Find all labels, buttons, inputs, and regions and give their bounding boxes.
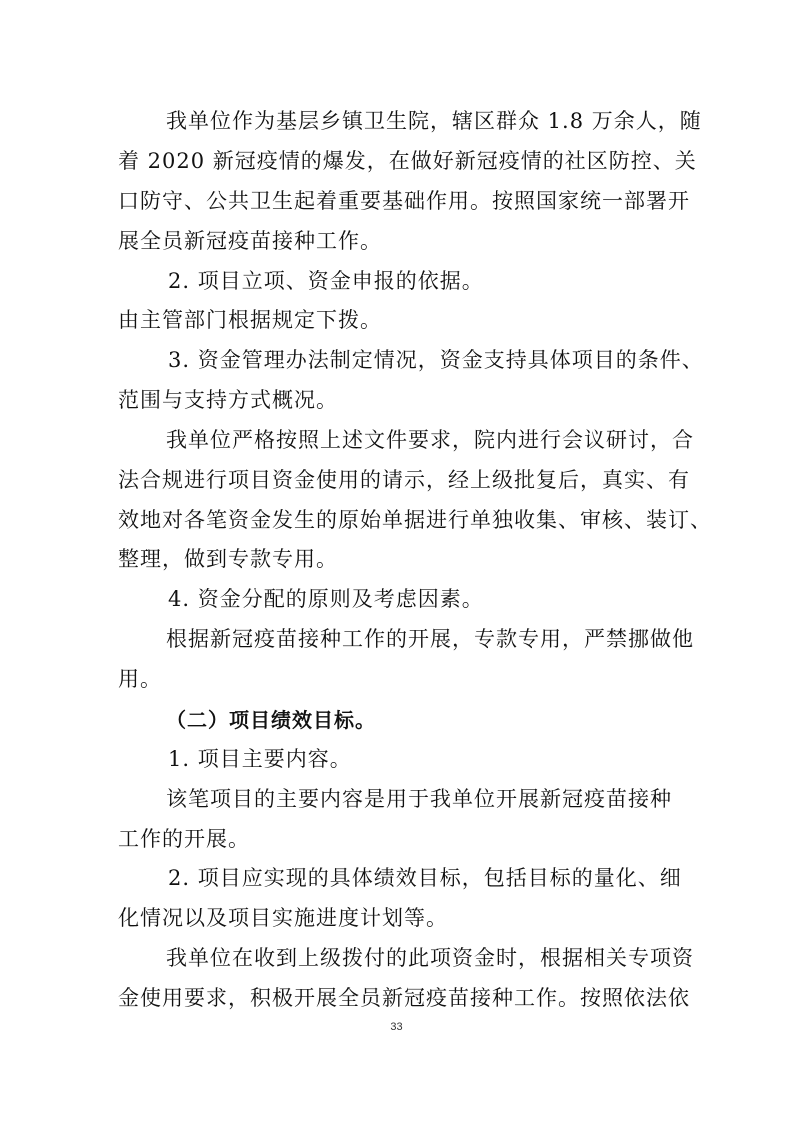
- paragraph-line: 化情况以及项目实施进度计划等。: [118, 906, 448, 930]
- paragraph-line: 我单位严格按照上述文件要求，院内进行会议研讨，合: [166, 428, 694, 452]
- paragraph-line: 法合规进行项目资金使用的请示，经上级批复后，真实、有: [118, 468, 690, 492]
- page-number: 33: [390, 1021, 403, 1033]
- paragraph-line: 工作的开展。: [118, 827, 250, 851]
- paragraph-line: 用。: [118, 667, 162, 691]
- paragraph-line: 展全员新冠疫苗接种工作。: [118, 229, 382, 253]
- section-item: 3. 资金管理办法制定情况，资金支持具体项目的条件、: [168, 348, 704, 372]
- paragraph-line: 根据新冠疫苗接种工作的开展，专款专用，严禁挪做他: [166, 627, 694, 651]
- section-heading: （二）项目绩效目标。: [166, 708, 376, 732]
- paragraph-line: 该笔项目的主要内容是用于我单位开展新冠疫苗接种: [166, 787, 672, 811]
- paragraph-line: 范围与支持方式概况。: [118, 388, 338, 412]
- paragraph-line: 着 2020 新冠疫情的爆发，在做好新冠疫情的社区防控、关: [118, 149, 697, 173]
- paragraph-line: 整理，做到专款专用。: [118, 547, 338, 571]
- paragraph-line: 金使用要求，积极开展全员新冠疫苗接种工作。按照依法依: [118, 986, 690, 1010]
- section-item: 4. 资金分配的原则及考虑因素。: [168, 587, 484, 611]
- paragraph-line: 口防守、公共卫生起着重要基础作用。按照国家统一部署开: [118, 189, 690, 213]
- paragraph-line: 我单位在收到上级拨付的此项资金时，根据相关专项资: [166, 946, 694, 970]
- paragraph-line: 由主管部门根据规定下拨。: [118, 308, 382, 332]
- paragraph-line: 我单位作为基层乡镇卫生院，辖区群众 1.8 万余人，随: [166, 109, 702, 133]
- section-item: 2. 项目立项、资金申报的依据。: [168, 269, 484, 293]
- section-item: 2. 项目应实现的具体绩效目标，包括目标的量化、细: [168, 866, 682, 890]
- paragraph-line: 效地对各笔资金发生的原始单据进行单独收集、审核、装订、: [118, 508, 712, 532]
- section-item: 1. 项目主要内容。: [168, 747, 352, 771]
